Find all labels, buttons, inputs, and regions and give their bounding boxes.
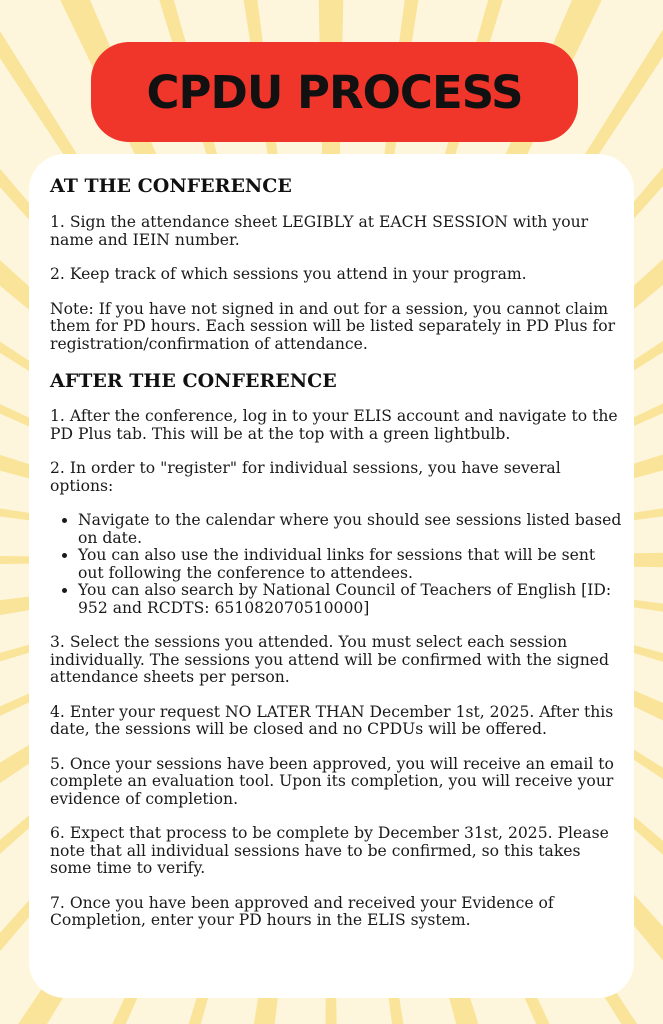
at-step-1: 1. Sign the attendance sheet LEGIBLY at EACH SESSION with your name and IEIN number. <box>50 213 589 249</box>
at-note: Note: If you have not signed in and out for a session, you cannot claim them for PD hours. Each session will be listed separately in PD Plus for registration/confirmation of attendance. <box>50 299 616 353</box>
register-options-list <box>50 512 624 617</box>
title-banner <box>91 42 578 142</box>
at-step-2: 2. Keep track of which sessions you attend in your program. <box>50 265 527 283</box>
list-item: • You can also use the individual links for sessions that will be sent out following the conference to attendees. <box>78 547 624 582</box>
list-item: • You can also search by National Council of Teachers of English [ID: 952 and RCDTS: 651082070510000] <box>78 582 624 617</box>
at-conference-heading: AT THE CONFERENCE <box>50 175 292 197</box>
page-title: CPDU PROCESS <box>146 65 523 119</box>
after-step-1: 1. After the conference, log in to your ELIS account and navigate to the PD Plus tab. This will be at the top with a green lightbulb. <box>50 407 618 443</box>
after-conference-heading: AFTER THE CONFERENCE <box>50 370 337 392</box>
instructions-card <box>29 154 634 998</box>
after-step-6: 6. Expect that process to be complete by December 31st, 2025. Please note that all individual sessions have to be confirmed, so this takes some time to verify. <box>50 824 609 877</box>
list-item: • Navigate to the calendar where you should see sessions listed based on date. <box>78 512 624 547</box>
after-step-4: 4. Enter your request NO LATER THAN December 1st, 2025. After this date, the sessions will be closed and no CPDUs will be offered. <box>50 702 614 738</box>
after-step-7: 7. Once you have been approved and received your Evidence of Completion, enter your PD hours in the ELIS system. <box>50 893 554 929</box>
after-step-3: 3. Select the sessions you attended. You must select each session individually. The sessions you attend will be confirmed with the signed attendance sheets per person. <box>50 633 609 686</box>
after-step-5: 5. Once your sessions have been approved, you will receive an email to complete an evaluation tool. Upon its completion, you will receive your evidence of completion. <box>50 754 614 808</box>
after-step-2: 2. In order to "register" for individual sessions, you have several options: <box>50 459 561 495</box>
